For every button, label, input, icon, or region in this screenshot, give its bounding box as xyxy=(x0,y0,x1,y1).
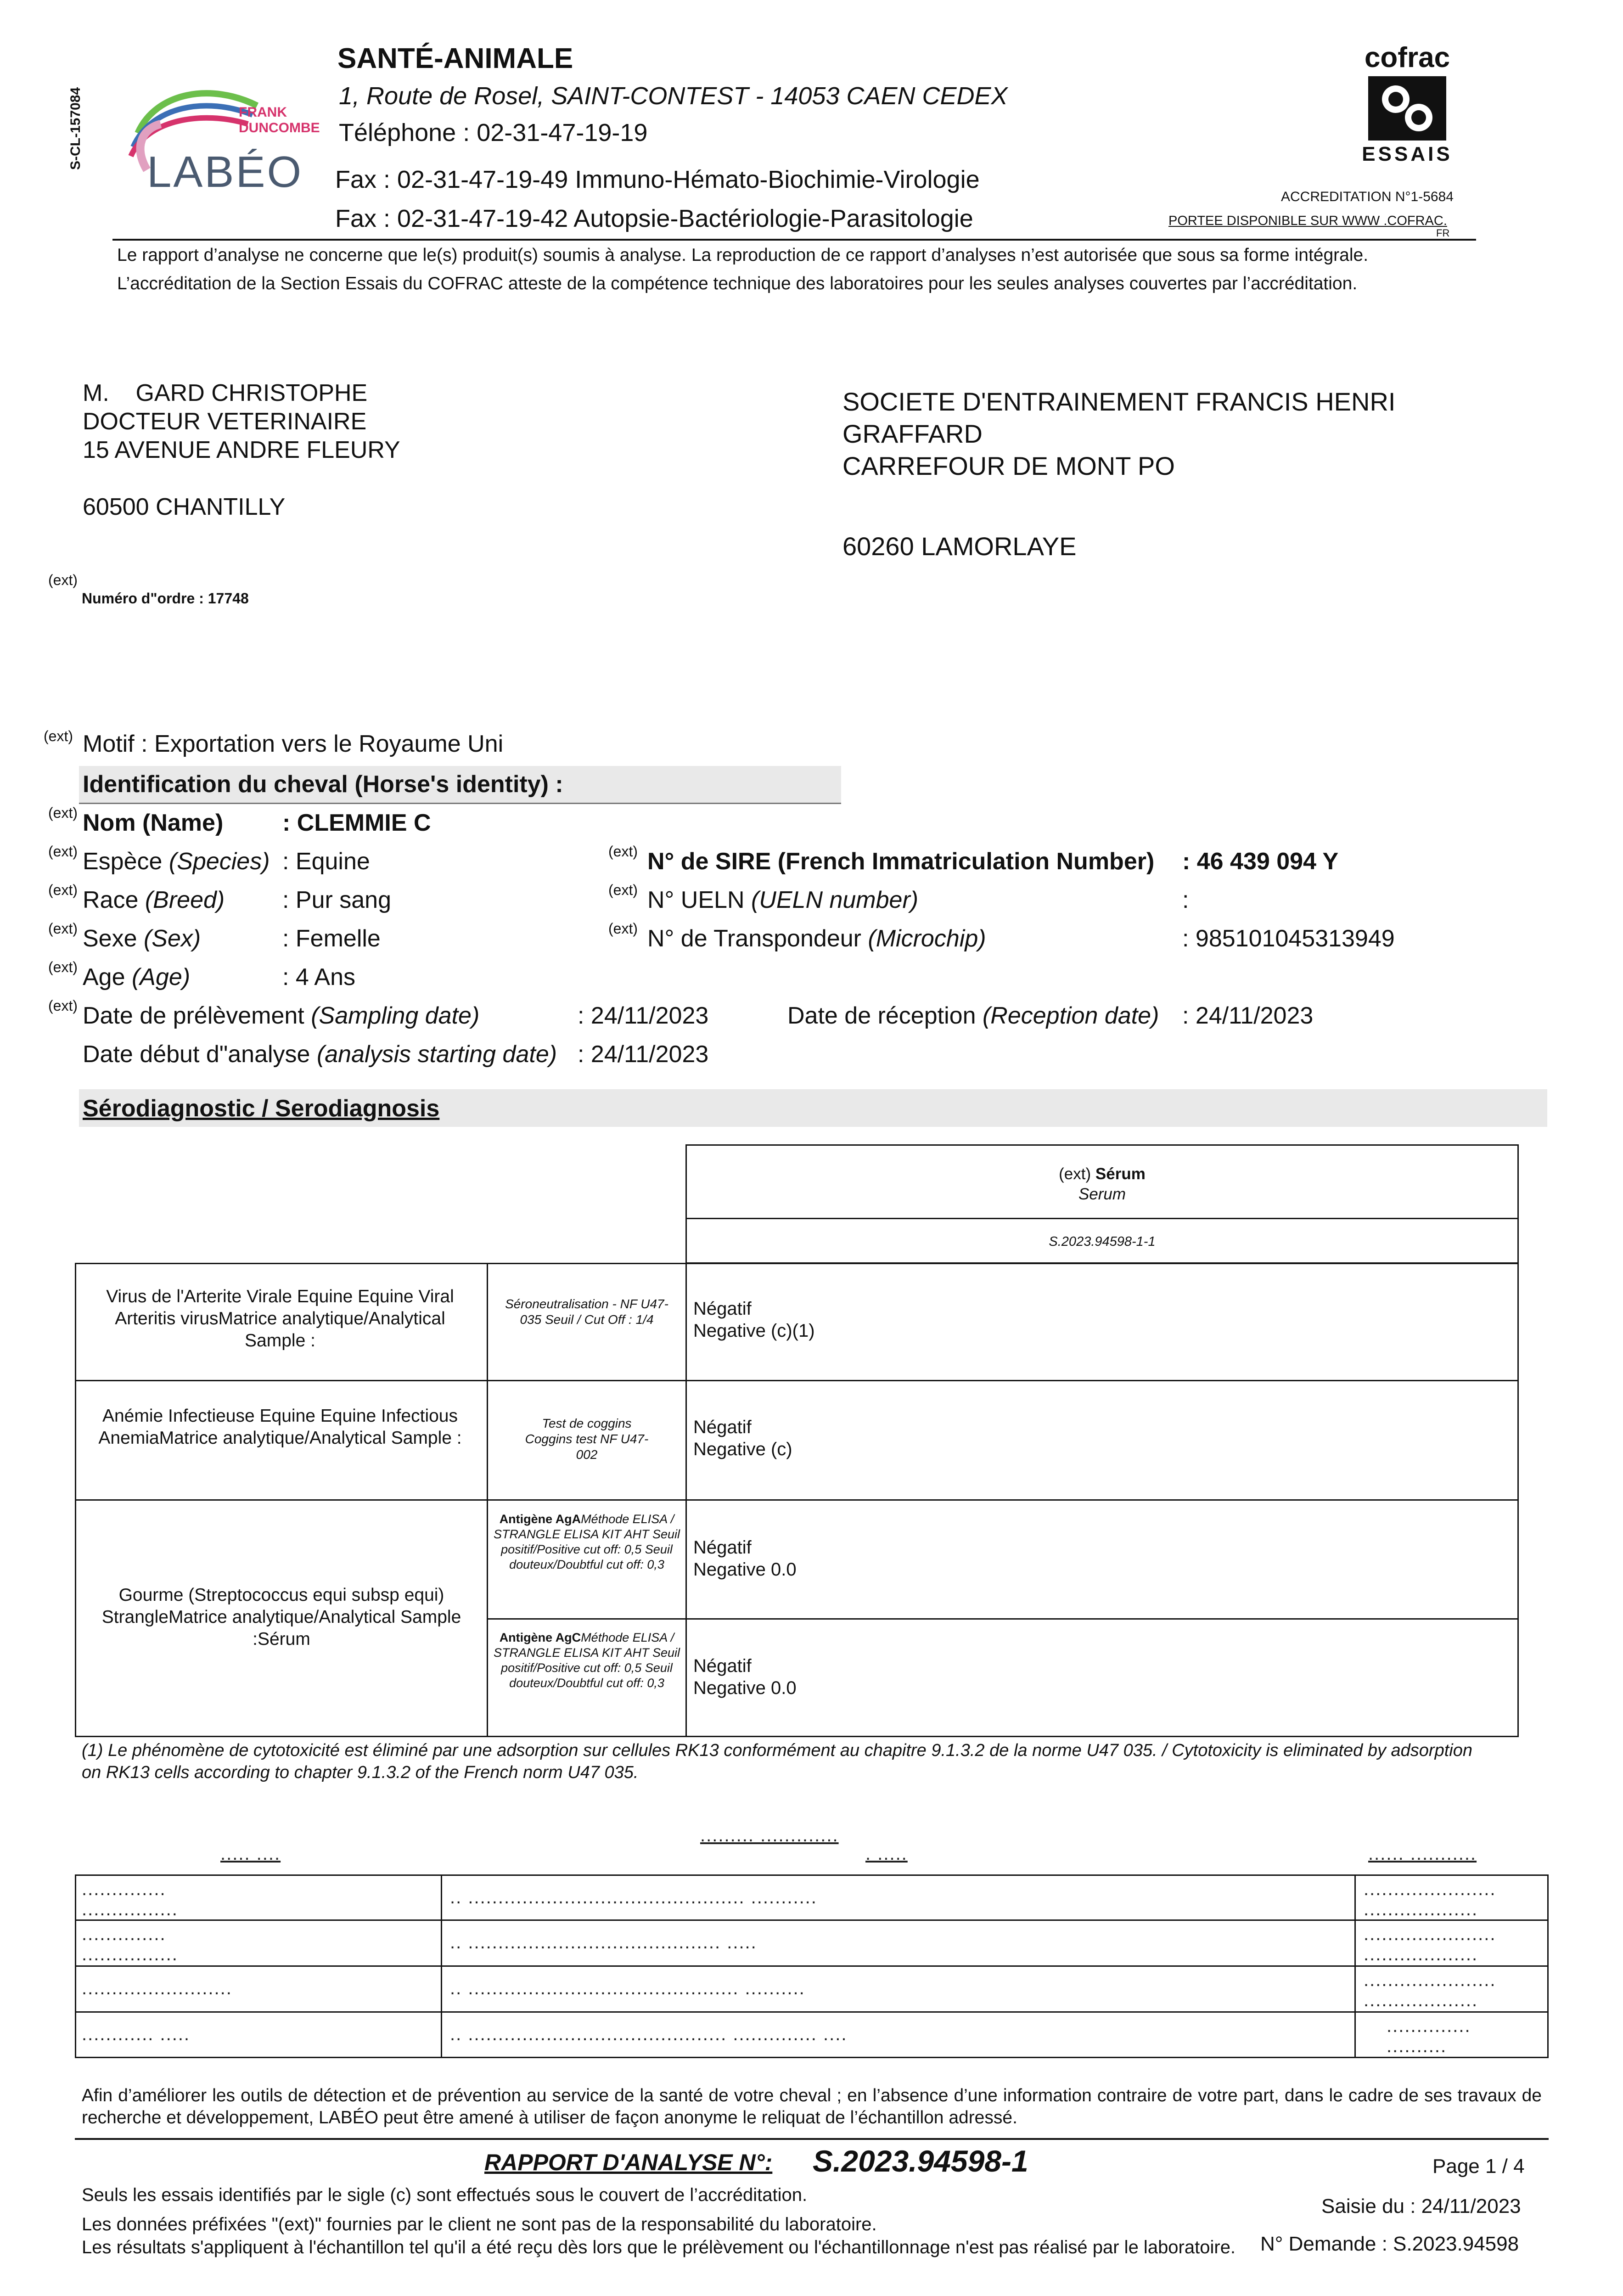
start-label-fr: Date début d"analyse xyxy=(83,1041,310,1068)
reception-date-value: : 24/11/2023 xyxy=(1182,1002,1314,1029)
row-1-result-fr: Négatif xyxy=(693,1299,752,1319)
row-3b-method-text: Méthode ELISA / STRANGLE ELISA KIT AHT Seuil positif/Positive cut off: 0,5 Seuil douteux/Doubtful cut off: 0,3 xyxy=(493,1631,680,1690)
cofrac-title: cofrac xyxy=(1364,42,1450,73)
sex-label xyxy=(83,925,201,952)
redacted-cell: .............. ................ xyxy=(82,1879,178,1919)
ext-marker: (ext) xyxy=(608,882,638,898)
sampling-date-value: : 24/11/2023 xyxy=(578,1002,709,1029)
species-value: : Equine xyxy=(282,848,370,875)
species-label-fr: Espèce xyxy=(83,848,163,875)
row-1-analysis: Virus de l'Arterite Virale Equine Equine Viral Arteritis virusMatrice analytique/Analytical Sample : xyxy=(106,1287,454,1351)
transponder-label-fr: N° de Transpondeur xyxy=(647,925,861,952)
lab-fax-2: Fax : 02-31-47-19-42 Autopsie-Bactériologie-Parasitologie xyxy=(335,205,973,232)
redacted-cell: .. .......................................... ..... xyxy=(450,1932,757,1953)
breed-label-en: (Breed) xyxy=(145,887,225,913)
ext-note: Les données préfixées "(ext)" fournies par le client ne sont pas de la responsabilité du laboratoire. xyxy=(82,2214,877,2234)
horse-name-label: Nom (Name) xyxy=(83,810,224,836)
row-2-result-en: Negative (c) xyxy=(693,1439,792,1459)
report-label: RAPPORT D'ANALYSE N°: xyxy=(484,2150,773,2175)
results-note: Les résultats s'appliquent à l'échantillon tel qu'il a été reçu dès lors que le prélèvement ou l'échantillonnage n'est pas réalisé par le laboratoire. xyxy=(82,2237,1236,2257)
cofrac-emblem-icon xyxy=(1359,74,1455,143)
owner-line-1: SOCIETE D'ENTRAINEMENT FRANCIS HENRI xyxy=(842,387,1396,416)
owner-line-2: GRAFFARD xyxy=(842,419,983,448)
ext-marker: (ext) xyxy=(48,843,78,860)
recipient-line-3: 15 AVENUE ANDRE FLEURY xyxy=(83,437,400,463)
row-3b-result-cell xyxy=(685,1618,1519,1737)
horse-name-value: : CLEMMIE C xyxy=(282,810,431,836)
demande-number: N° Demande : S.2023.94598 xyxy=(1260,2233,1519,2255)
recipient-address xyxy=(83,379,400,521)
sampling-date-label xyxy=(83,1002,479,1030)
ueln-value: : xyxy=(1182,887,1189,913)
species-label xyxy=(83,848,270,875)
sample-ext: (ext) xyxy=(1059,1165,1091,1183)
sire-value: : 46 439 094 Y xyxy=(1182,848,1339,875)
row-3b-antigen: Antigène AgC xyxy=(499,1631,581,1644)
start-date-label xyxy=(83,1041,557,1068)
transponder-value: : 985101045313949 xyxy=(1182,925,1395,952)
cofrac-portee-link-fr: FR xyxy=(1436,227,1450,239)
row-3a-antigen: Antigène AgA xyxy=(499,1512,581,1526)
ext-marker: (ext) xyxy=(48,959,78,975)
redacted-row-rule-3 xyxy=(75,2011,1549,2013)
recipient-line-1: M. GARD CHRISTOPHE xyxy=(83,380,368,406)
reception-label-fr: Date de réception xyxy=(787,1002,976,1029)
transponder-label xyxy=(647,925,986,952)
cofrac-logo xyxy=(1359,41,1455,179)
vertical-reference-code: S-CL-157084 xyxy=(68,87,83,170)
sex-label-en: (Sex) xyxy=(143,925,201,952)
owner-line-3: CARREFOUR DE MONT PO xyxy=(842,451,1175,480)
sample-header-rule xyxy=(685,1218,1519,1219)
ueln-label-en: (UELN number) xyxy=(751,887,919,913)
row-2-result-cell xyxy=(685,1380,1519,1501)
row-3a-result xyxy=(693,1536,797,1581)
sample-header-text xyxy=(685,1164,1519,1204)
row-2-analysis: Anémie Infectieuse Equine Equine Infectious AnemiaMatrice analytique/Analytical Sample : xyxy=(98,1406,462,1448)
age-label xyxy=(83,963,190,991)
labeo-logo xyxy=(119,78,321,202)
sire-label: N° de SIRE (French Immatriculation Number) xyxy=(647,848,1155,875)
redacted-heading-right: ...... ........... xyxy=(1368,1844,1477,1864)
start-label-en: (analysis starting date) xyxy=(316,1041,557,1068)
row-1-method: Séroneutralisation - NF U47-035 Seuil / Cut Off : 1/4 xyxy=(505,1297,668,1327)
ext-marker: (ext) xyxy=(608,920,638,937)
row-1-result-en: Negative (c)(1) xyxy=(693,1321,815,1341)
redacted-cell: .............. ................ xyxy=(82,1924,178,1964)
ext-marker: (ext) xyxy=(48,805,78,821)
disclaimer-line-2: L’accréditation de la Section Essais du COFRAC atteste de la compétence technique des laboratoires pour les seules analyses couvertes par l’accréditation. xyxy=(117,274,1358,293)
row-3a-result-cell xyxy=(685,1499,1519,1620)
redacted-cell: ......................... xyxy=(82,1978,232,1998)
lab-address: 1, Route de Rosel, SAINT-CONTEST - 14053 CAEN CEDEX xyxy=(339,82,1008,110)
breed-label xyxy=(83,886,225,914)
sex-label-fr: Sexe xyxy=(83,925,137,952)
start-date-value: : 24/11/2023 xyxy=(578,1041,709,1068)
ext-marker: (ext) xyxy=(48,882,78,898)
owner-address xyxy=(842,386,1395,563)
cofrac-accreditation: ACCREDITATION N°1-5684 xyxy=(1281,189,1454,204)
sampling-label-fr: Date de prélèvement xyxy=(83,1002,304,1029)
transponder-label-en: (Microchip) xyxy=(868,925,986,952)
logo-duncombe: DUNCOMBE xyxy=(239,120,320,135)
ext-marker: (ext) xyxy=(48,920,78,937)
redacted-heading-center-2: . ..... xyxy=(865,1844,908,1864)
disclaimer-line-1: Le rapport d’analyse ne concerne que le(s) produit(s) soumis à analyse. La reproduction de ce rapport d’analyses n’est autorisée que sous sa forme intégrale. xyxy=(117,245,1369,265)
sample-id: S.2023.94598-1-1 xyxy=(1049,1234,1156,1249)
owner-line-4: 60260 LAMORLAYE xyxy=(842,532,1077,561)
lab-phone: Téléphone : 02-31-47-19-19 xyxy=(339,119,648,146)
row-2-result-fr: Négatif xyxy=(693,1417,752,1437)
report-number: S.2023.94598-1 xyxy=(813,2144,1028,2178)
sample-subtitle: Serum xyxy=(1078,1185,1126,1203)
order-number: Numéro d"ordre : 17748 xyxy=(82,590,249,607)
breed-label-fr: Race xyxy=(83,887,139,913)
ext-marker: (ext) xyxy=(44,728,73,744)
ueln-label-fr: N° UELN xyxy=(647,887,745,913)
sex-value: : Femelle xyxy=(282,925,381,952)
page-indicator: Page 1 / 4 xyxy=(1432,2155,1525,2178)
ext-marker: (ext) xyxy=(48,997,78,1014)
motif: Motif : Exportation vers le Royaume Uni xyxy=(83,731,504,757)
logo-frank: FRANK xyxy=(239,105,287,120)
redacted-heading-center: ......... ............. xyxy=(700,1825,839,1846)
reception-date-label xyxy=(787,1002,1159,1030)
breed-value: : Pur sang xyxy=(282,887,392,913)
redacted-row-rule-2 xyxy=(75,1965,1549,1967)
identity-title: Identification du cheval (Horse's identity) : xyxy=(83,771,563,798)
redacted-cell: ............ ..... xyxy=(82,2024,191,2044)
saisie-date: Saisie du : 24/11/2023 xyxy=(1321,2195,1521,2217)
header-rule xyxy=(112,239,1476,241)
redacted-row-rule-1 xyxy=(75,1919,1549,1921)
row-3a-method xyxy=(491,1512,682,1572)
cofrac-portee-link[interactable]: PORTEE DISPONIBLE SUR WWW .COFRAC. xyxy=(1168,214,1447,228)
redacted-cell: ...................... ................... xyxy=(1364,1970,1496,2010)
redacted-heading-left: ..... .... xyxy=(220,1844,281,1864)
accreditation-note: Seuls les essais identifiés par le sigle (c) sont effectués sous le couvert de l’accréditation. xyxy=(82,2185,808,2205)
lab-fax-1: Fax : 02-31-47-19-49 Immuno-Hémato-Biochimie-Virologie xyxy=(335,166,980,193)
row-3b-method xyxy=(491,1630,682,1691)
redacted-cell: .. ........................................... .............. .... xyxy=(450,2024,848,2044)
row-1-result xyxy=(693,1298,815,1342)
sampling-label-en: (Sampling date) xyxy=(311,1002,480,1029)
footnote: (1) Le phénomène de cytotoxicité est éliminé par une adsorption sur cellules RK13 conformément au chapitre 9.1.3.2 de la norme U47 035. / Cytotoxicity is eliminated by adsorption on RK13 cells according to chapter 9.1.3.2 of the French norm U47 035. xyxy=(82,1741,1472,1782)
row-3b-result-fr: Négatif xyxy=(693,1656,752,1676)
row-3a-result-fr: Négatif xyxy=(693,1537,752,1558)
ueln-label xyxy=(647,886,918,914)
row-2-result xyxy=(693,1416,792,1460)
research-note: Afin d’améliorer les outils de détection et de prévention au service de la santé de votre cheval ; en l’absence d’une information contraire de votre part, dans le cadre de ses travaux de recherche et développement, LABÉO peut être amené à utiliser de façon anonyme le reliquat de l’échantillon adressé. xyxy=(82,2086,1542,2127)
recipient-line-4: 60500 CHANTILLY xyxy=(83,494,286,520)
lab-name: SANTÉ-ANIMALE xyxy=(337,43,573,74)
row-3-analysis: Gourme (Streptococcus equi subsp equi) StrangleMatrice analytique/Analytical Sample :Sérum xyxy=(101,1585,461,1649)
species-label-en: (Species) xyxy=(168,848,270,875)
ext-marker: (ext) xyxy=(48,572,78,588)
redacted-cell: ...................... ................... xyxy=(1364,1924,1496,1964)
sample-title: Sérum xyxy=(1095,1165,1146,1183)
age-value: : 4 Ans xyxy=(282,964,355,990)
redacted-cell: .............. .......... xyxy=(1387,2016,1471,2056)
reception-label-en: (Reception date) xyxy=(982,1002,1159,1029)
row-3a-method-text: Méthode ELISA / STRANGLE ELISA KIT AHT Seuil positif/Positive cut off: 0,5 Seuil douteux/Doubtful cut off: 0,3 xyxy=(493,1512,680,1571)
cofrac-subtitle: ESSAIS xyxy=(1362,143,1453,165)
serodiag-title: Sérodiagnostic / Serodiagnosis xyxy=(83,1095,440,1122)
footer-rule xyxy=(75,2138,1549,2140)
ext-marker: (ext) xyxy=(608,843,638,860)
redacted-cell: .. ............................................. .......... xyxy=(450,1978,805,1998)
row-3a-result-en: Negative 0.0 xyxy=(693,1559,797,1580)
age-label-en: (Age) xyxy=(131,964,191,990)
row-3b-result xyxy=(693,1655,797,1699)
redacted-cell: ...................... ................... xyxy=(1364,1879,1496,1919)
redacted-cell: .. .............................................. ........... xyxy=(450,1887,817,1908)
logo-brand: LABÉO xyxy=(147,147,303,197)
age-label-fr: Age xyxy=(83,964,125,990)
row-2-method: Test de coggins Coggins test NF U47-002 xyxy=(525,1416,649,1462)
recipient-line-2: DOCTEUR VETERINAIRE xyxy=(83,408,367,435)
row-3b-result-en: Negative 0.0 xyxy=(693,1678,797,1698)
